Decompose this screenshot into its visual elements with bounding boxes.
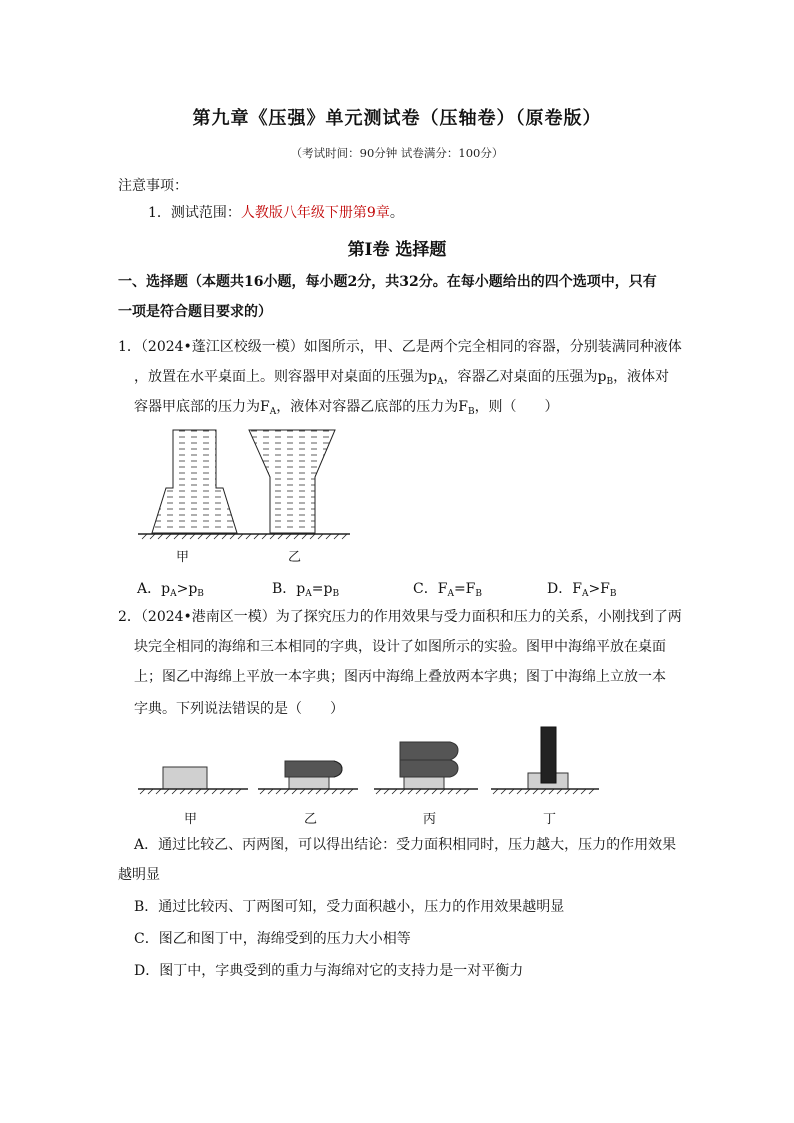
q2-option-a-line2: 越明显 bbox=[118, 867, 160, 883]
q2-label-jia: 甲 bbox=[184, 812, 198, 827]
q2-line2: 块完全相同的海绵和三本相同的字典，设计了如图所示的实验。图甲中海绵平放在桌面 bbox=[134, 639, 666, 655]
notes-heading: 注意事项： bbox=[118, 178, 188, 194]
q1-option-b: B．$p_A=p_B$ bbox=[272, 581, 340, 599]
q2-panel-ding bbox=[491, 727, 599, 794]
q2-option-b: B．通过比较丙、丁两图可知，受力面积越小，压力的作用效果越明显 bbox=[134, 899, 565, 915]
q1-option-b-letter: B． bbox=[272, 581, 297, 597]
q1-line2-c: ，液体对 bbox=[613, 369, 670, 385]
q2-panel-jia bbox=[138, 767, 248, 794]
q2-label-ding: 丁 bbox=[543, 812, 557, 827]
q2-label-yi: 乙 bbox=[304, 812, 318, 827]
q1-option-a: A．$p_A>p_B$ bbox=[137, 581, 204, 599]
q1-option-d-letter: D． bbox=[547, 581, 573, 597]
q2-option-a-line1: A．通过比较乙、丙两图，可以得出结论：受力面积相同时，压力越大，压力的作用效果 bbox=[134, 837, 677, 853]
q1-line3-a: 容器甲底部的压力为 bbox=[134, 399, 260, 415]
q1-option-c: C．$F_A=F_B$ bbox=[413, 581, 483, 599]
q1-option-a-letter: A． bbox=[137, 581, 162, 597]
q1-line2 bbox=[134, 366, 669, 387]
q1-pb: $p_B$ bbox=[597, 369, 614, 387]
q1-ground bbox=[138, 534, 350, 539]
q2-option-c: C．图乙和图丁中，海绵受到的压力大小相等 bbox=[134, 931, 411, 947]
q1-line3-b: ，液体对容器乙底部的压力为 bbox=[276, 399, 459, 415]
q2-line1: 2．（2024•港南区一模）为了探究压力的作用效果与受力面积和压力的关系，小刚找到了两 bbox=[118, 609, 682, 625]
notes-item-prefix: 1．测试范围： bbox=[148, 205, 241, 221]
q2-figure bbox=[136, 722, 602, 804]
notes-item-scope: 人教版八年级下册第9章 bbox=[240, 205, 390, 221]
q2-line4: 字典。下列说法错误的是（ ） bbox=[134, 701, 344, 717]
q2-line3: 上；图乙中海绵上平放一本字典；图丙中海绵上叠放两本字典；图丁中海绵上立放一本 bbox=[134, 669, 666, 685]
q2-panel-bing bbox=[374, 742, 478, 794]
section-title: 第Ⅰ卷 选择题 bbox=[347, 240, 447, 260]
notes-item-suffix: 。 bbox=[389, 205, 404, 221]
part1-instructions-line2: 一项是符合题目要求的） bbox=[118, 304, 272, 320]
q1-fb: $F_B$ bbox=[458, 399, 475, 417]
q1-line2-b: ，容器乙对桌面的压强为 bbox=[443, 369, 598, 385]
exam-info: （考试时间：90分钟 试卷满分：100分） bbox=[290, 146, 504, 160]
q1-pa: $p_A$ bbox=[428, 369, 444, 387]
page-title: 第九章《压强》单元测试卷（压轴卷）（原卷版） bbox=[192, 108, 602, 129]
container-yi bbox=[249, 430, 335, 533]
q1-line1: 1．（2024•蓬江区校级一模）如图所示，甲、乙是两个完全相同的容器，分别装满同种液体 bbox=[118, 339, 682, 355]
q1-fa: $F_A$ bbox=[260, 399, 277, 417]
q2-option-d: D．图丁中，字典受到的重力与海绵对它的支持力是一对平衡力 bbox=[134, 963, 524, 979]
q1-label-jia: 甲 bbox=[176, 550, 190, 565]
q2-label-bing: 丙 bbox=[423, 812, 437, 827]
q1-label-yi: 乙 bbox=[288, 550, 302, 565]
q1-figure bbox=[130, 422, 360, 567]
q1-option-c-letter: C． bbox=[413, 581, 438, 597]
q1-line3 bbox=[134, 396, 559, 417]
container-jia bbox=[152, 430, 237, 533]
q1-line3-c: ，则（ ） bbox=[474, 399, 559, 415]
q1-option-d: D．$F_A>F_B$ bbox=[547, 581, 617, 599]
q2-panel-yi bbox=[258, 761, 358, 794]
part1-instructions-line1: 一、选择题（本题共16小题，每小题2分，共32分。在每小题给出的四个选项中，只有 bbox=[118, 274, 657, 290]
q1-line2-a: ，放置在水平桌面上。则容器甲对桌面的压强为 bbox=[134, 369, 428, 385]
notes-item bbox=[148, 203, 404, 223]
